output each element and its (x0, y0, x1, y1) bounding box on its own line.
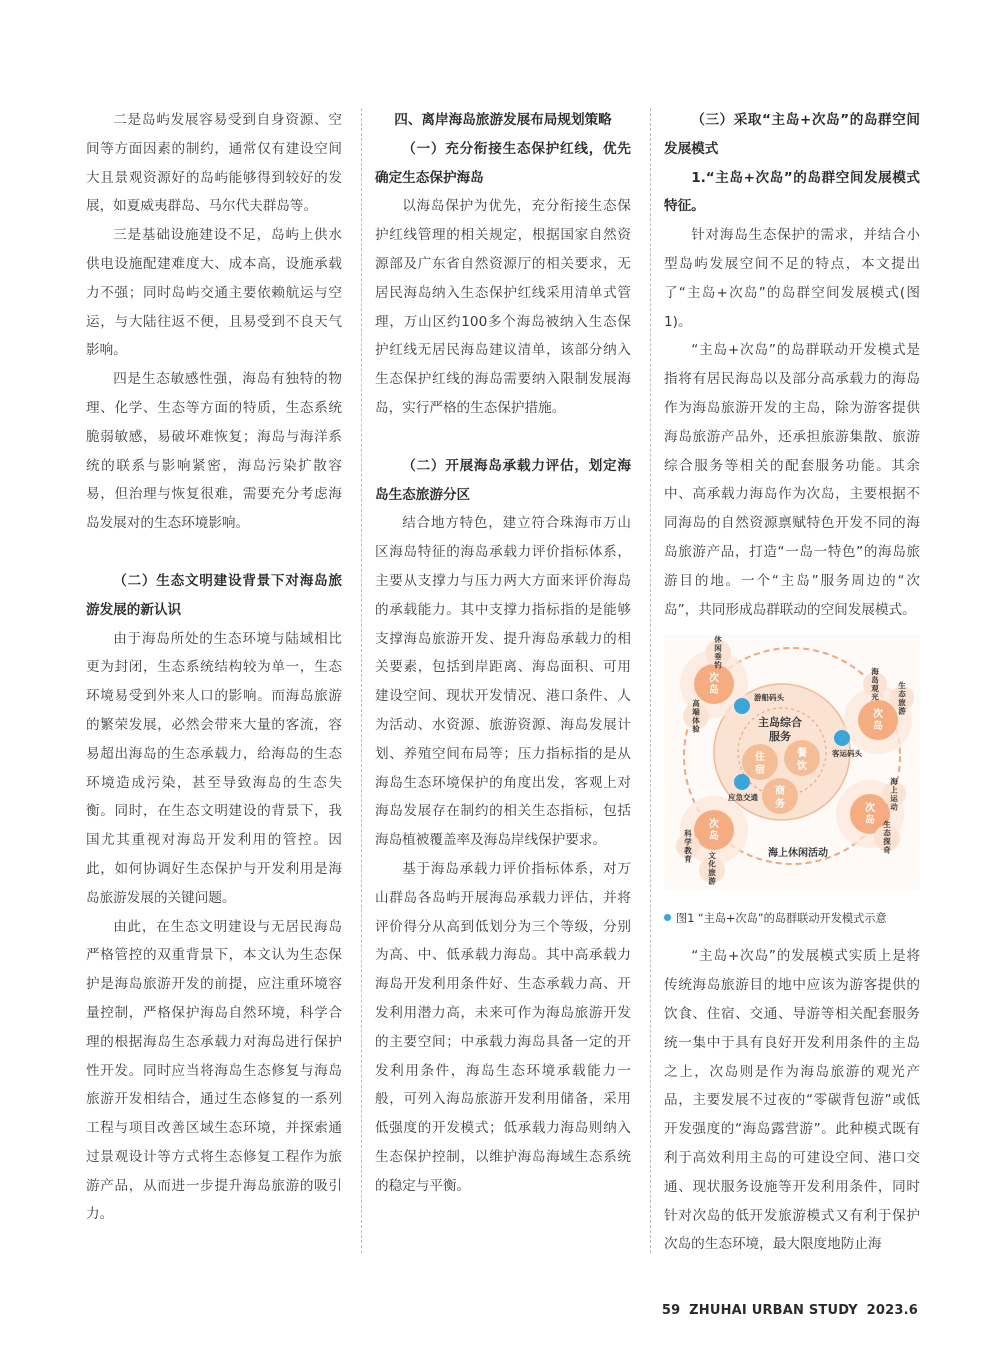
main-island-label-2: 服务 (769, 730, 791, 744)
dining-label: 餐 (797, 748, 807, 760)
activity-label: 休闲垂钓 (714, 635, 722, 670)
column-divider (650, 108, 651, 1253)
svg-text:饮: 饮 (797, 761, 807, 773)
column-middle (375, 106, 631, 1200)
svg-text:岛: 岛 (709, 831, 719, 843)
paragraph: 四是生态敏感性强，海岛有独特的物理、化学、生态等方面的特质，生态系统脆弱敏感，易破坏难恢复；海岛与海洋系统的联系与影响紧密，海岛污染扩散容易，但治理与恢复很难，需要充分考虑海岛发展对的生态环境影响。 (86, 371, 342, 532)
main-island-label: 主岛综合 (758, 716, 802, 730)
paragraph: 以海岛保护为优先，充分衔接生态保护红线管理的相关规定，根据国家自然资源部及广东省自然资源厅的相关要求，无居民海岛纳入生态保护红线采用清单式管理，万山区约100多个海岛被纳入生态保护红线无居民海岛建议清单，该部分纳入生态保护红线的海岛需要纳入限制发展海岛，实行严格的生态保护措施。 (375, 198, 631, 416)
business-label: 商 (775, 786, 785, 798)
activity-label: 海上运动 (890, 777, 898, 812)
paragraph: “主岛+次岛”的岛群联动开发模式是指将有居民海岛以及部分高承载力的海岛作为海岛旅游开发的主岛，除为游客提供海岛旅游产品外，还承担旅游集散、旅游综合服务等相关的配套服务功能。其余中、高承载力海岛作为次岛，主要根据不同海岛的自然资源禀赋特色开发不同的海岛旅游产品，打造“一岛一特色”的海岛旅游目的地。一个“主岛”服务周边的“次岛”，共同形成岛群联动的空间发展模式。 (664, 342, 920, 618)
secondary-island-label: 次 (865, 803, 875, 815)
page-number: 59 (661, 1303, 681, 1318)
secondary-island (858, 700, 898, 740)
activity-label: 生态探奇 (883, 820, 891, 855)
paragraph: 结合地方特色，建立符合珠海市万山区海岛特征的海岛承载力评价指标体系，主要从支撑力与压力两大方面来评价海岛的承载能力。其中支撑力指标指的是能够支撑海岛旅游开发、提升海岛承载力的相关要素，包括到岸距离、海岛面积、可用建设空间、现状开发情况、港口条件、人为活动、水资源、旅游资源、海岛发展计划、养殖空间布局等；压力指标指的是从海岛生态环境保护的角度出发，客观上对海岛发展存在制约的相关生态指标，包括海岛植被覆盖率及海岛岸线保护要求。 (375, 515, 631, 849)
section-heading: （一）充分衔接生态保护红线，优先确定生态保护海岛 (375, 140, 631, 186)
activity-label: 生态旅游 (898, 681, 906, 716)
page-footer (658, 1303, 918, 1318)
paragraph: 由此，在生态文明建设与无居民海岛严格管控的双重背景下，本文认为生态保护是海岛旅游开发的前提，应注重环境容量控制，严格保护海岛自然环境，科学合理的根据海岛生态承载力对海岛进行保护性开发。同时应当将海岛生态修复与海岛旅游开发相结合，通过生态修复的一系列工程与项目改善区域生态环境，并探索通过景观设计等方式将生态修复工程作为旅游产品，从而进一步提升海岛旅游的吸引力。 (86, 918, 342, 1223)
secondary-island-label: 次 (873, 709, 883, 721)
column-divider (361, 108, 362, 1253)
journal-name: ZHUHAI URBAN STUDY (689, 1303, 858, 1318)
figure-caption: 图1 “主岛+次岛”的岛群联动开发模式示意 (664, 910, 920, 928)
passenger-pier-label: 客运码头 (832, 749, 862, 759)
passenger-pier-node (834, 730, 850, 746)
cruise-pier-label: 游船码头 (754, 693, 784, 703)
svg-text:岛: 岛 (709, 685, 719, 697)
paragraph: 二是岛屿发展容易受到自身资源、空间等方面因素的制约，通常仅有建设空间大且景观资源好的岛屿能够得到较好的发展，如夏威夷群岛、马尔代夫群岛等。 (86, 112, 342, 215)
island-cluster-diagram (664, 634, 920, 890)
paragraph: 由于海岛所处的生态环境与陆域相比更为封闭，生态系统结构较为单一，生态环境易受到外来人口的影响。而海岛旅游的繁荣发展，必然会带来大量的客流，容易超出海岛的生态承载力，给海岛的生态环境造成污染，甚至导致海岛的生态失衡。同时，在生态文明建设的背景下，我国尤其重视对海岛开发利用的管控。因此，如何协调好生态保护与开发利用是海岛旅游发展的关键问题。 (86, 630, 342, 906)
subsection-heading: 1.“主岛+次岛”的岛群空间发展模式特征。 (664, 169, 920, 215)
paragraph: 基于海岛承载力评价指标体系，对万山群岛各岛屿开展海岛承载力评估，并将评价得分从高到低划分为三个等级，分别为高、中、低承载力海岛。其中高承载力海岛开发利用条件好、生态承载力高、开发利用潜力高，未来可作为海岛旅游开发的主要空间；中承载力海岛具备一定的开发利用条件，海岛生态环境承载能力一般，可列入海岛旅游开发利用储备，采用低强度的开发模式；低承载力海岛则纳入生态保护控制，以维护海岛海域生态系统的稳定与平衡。 (375, 860, 631, 1194)
section-heading: （二）开展海岛承载力评估，划定海岛生态旅游分区 (375, 457, 631, 503)
activity-label: 高端体验 (692, 699, 700, 734)
section-heading: （三）采取“主岛+次岛”的岛群空间发展模式 (664, 112, 920, 157)
svg-text:宿: 宿 (755, 765, 765, 777)
svg-text:务: 务 (775, 799, 785, 811)
caption-bullet (664, 914, 671, 921)
chapter-heading: 四、离岸海岛旅游发展布局规划策略 (394, 112, 612, 128)
column-left (86, 106, 342, 1229)
issue-number: 2023.6 (866, 1303, 918, 1318)
secondary-island (694, 664, 734, 704)
lodging-label: 住 (755, 752, 765, 764)
activity-label: 海岛观光 (871, 667, 879, 702)
paragraph: 针对海岛生态保护的需求，并结合小型岛屿发展空间不足的特点，本文提出了“主岛+次岛”的岛群空间发展模式(图1)。 (664, 227, 920, 330)
sea-activity-label: 海上休闲活动 (768, 848, 828, 860)
secondary-island-label: 次 (709, 673, 719, 685)
paragraph: “主岛+次岛”的发展模式实质上是将传统海岛旅游目的地中应该为游客提供的饮食、住宿、交通、导游等相关配套服务统一集中于具有良好开发利用条件的主岛之上，次岛则是作为海岛旅游的观光产品，主要发展不过夜的“零碳背包游”或低开发强度的“海岛露营游”。此种模式既有利于高效利用主岛的可建设空间、港口交通、现状服务设施等开发利用条件，同时针对次岛的低开发旅游模式又有利于保护次岛的生态环境，最大限度地防止海 (664, 948, 920, 1253)
svg-text:岛: 岛 (873, 721, 883, 733)
activity-label: 科学教育 (684, 829, 692, 864)
secondary-island (694, 810, 734, 850)
emergency-transport-node (734, 774, 750, 790)
column-right (664, 106, 920, 1259)
emergency-transport-label: 应急交通 (728, 793, 758, 803)
cruise-pier-node (734, 698, 750, 714)
diagram-svg (664, 634, 920, 890)
activity-label: 文化旅游 (708, 851, 716, 886)
secondary-island-label: 次 (709, 819, 719, 831)
paragraph: 三是基础设施建设不足，岛屿上供水供电设施配建难度大、成本高，设施承载力不强；同时岛屿交通主要依赖航运与空运，与大陆往返不便，且易受到不良天气影响。 (86, 227, 342, 359)
section-heading: （二）生态文明建设背景下对海岛旅游发展的新认识 (86, 572, 342, 618)
svg-text:岛: 岛 (865, 815, 875, 827)
